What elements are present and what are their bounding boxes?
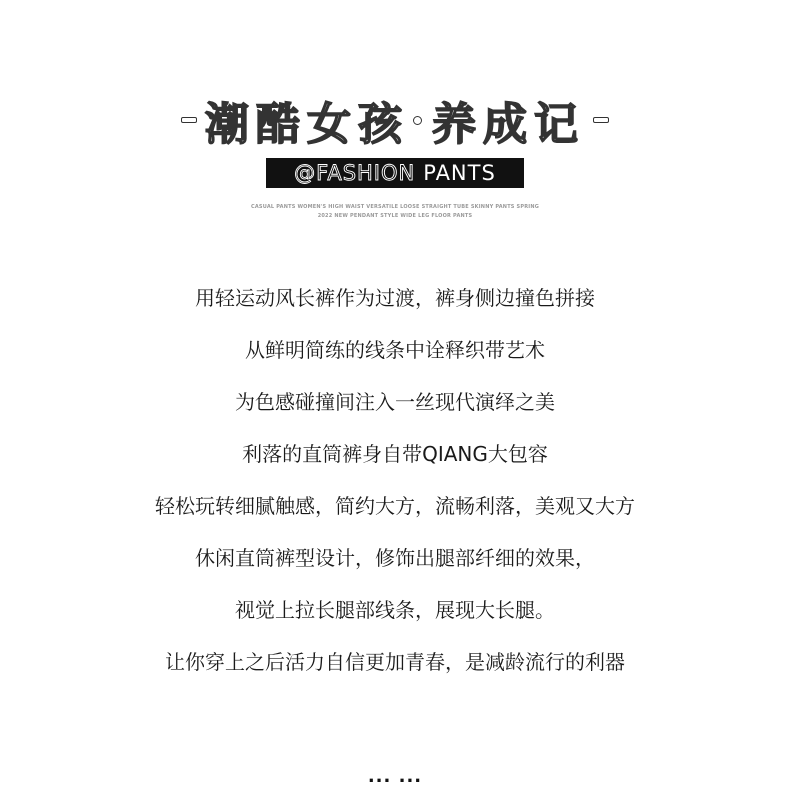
title-row [0,92,790,148]
description-line: 从鲜明简练的线条中诠释织带艺术 [245,338,545,362]
caption-line-2: 2022 NEW PENDANT STYLE WIDE LEG FLOOR PANTS [317,213,473,219]
title-separator-dot [413,116,422,125]
title-dash-left [181,117,197,123]
description-line: 让你穿上之后活力自信更加青春，是减龄流行的利器 [165,650,625,674]
fashion-pants-banner [266,158,524,188]
banner-fashion-text: @FASHION [294,161,416,185]
title-text-part1: 潮酷女孩 [205,99,409,150]
title-text-part2: 养成记 [432,99,585,150]
title-dash-right [593,117,609,123]
continuation-ellipsis: ... ... [367,766,423,787]
description-line: 视觉上拉长腿部线条，展现大长腿。 [235,598,555,622]
description-line: 利落的直筒裤身自带QIANG大包容 [242,442,548,466]
banner-pants-text: PANTS [423,161,496,185]
description-line: 轻松玩转细腻触感，简约大方，流畅利落，美观又大方 [155,494,635,518]
caption-line-1: CASUAL PANTS WOMEN'S HIGH WAIST VERSATILE LOOSE STRAIGHT TUBE SKINNY PANTS SPRING [250,204,540,210]
description-line: 休闲直筒裤型设计，修饰出腿部纤细的效果， [195,546,595,570]
description-line: 为色感碰撞间注入一丝现代演绎之美 [235,390,555,414]
description-line: 用轻运动风长裤作为过渡，裤身侧边撞色拼接 [195,286,595,310]
